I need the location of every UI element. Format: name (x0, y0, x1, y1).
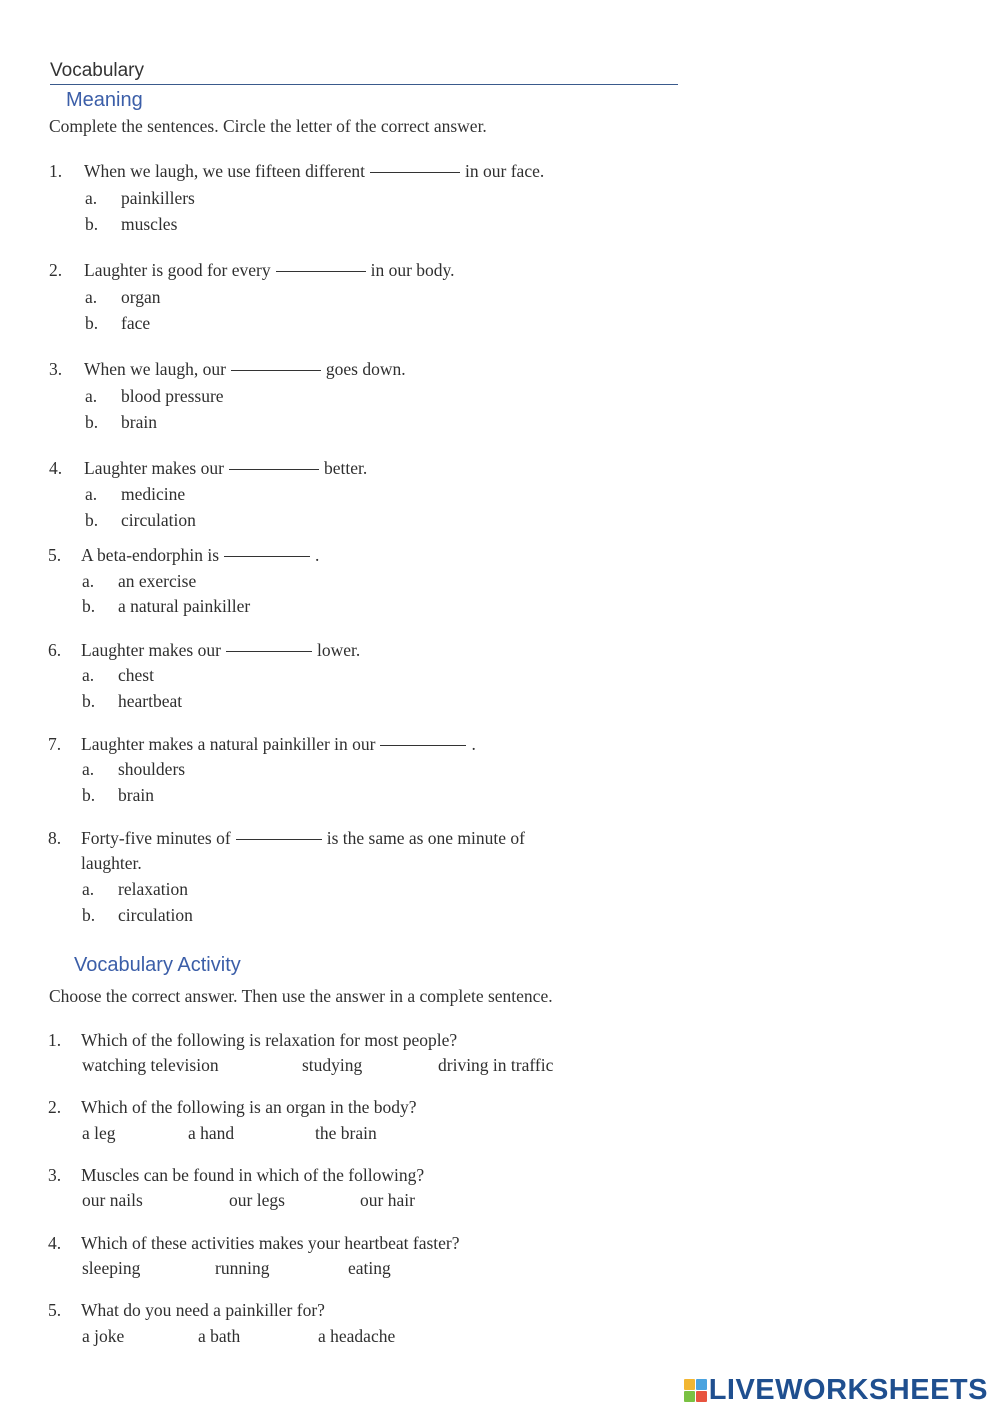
question-number: 2. (48, 1097, 62, 1117)
question-text-before: Forty-five minutes of (81, 828, 231, 848)
question-7 (48, 734, 476, 755)
question-text-before: Laughter makes a natural painkiller in our (81, 734, 376, 754)
answer-choice[interactable]: eating (348, 1258, 391, 1278)
answer-choice[interactable]: a bath (198, 1326, 241, 1346)
option-text: face (121, 313, 151, 333)
option-b[interactable] (85, 412, 157, 433)
option-letter: a. (82, 759, 95, 779)
option-text: painkillers (121, 188, 195, 208)
question-continuation: laughter. (81, 853, 142, 873)
question-text-before: Laughter makes our (81, 640, 221, 660)
option-b[interactable] (85, 214, 177, 235)
liveworksheets-logo (684, 1372, 988, 1408)
option-b[interactable] (85, 510, 196, 531)
option-a[interactable] (85, 287, 161, 308)
option-text: chest (118, 665, 154, 685)
option-letter: a. (85, 386, 98, 406)
question-number: 5. (48, 1300, 62, 1320)
answer-blank[interactable] (370, 171, 460, 173)
option-text: circulation (121, 510, 196, 530)
option-letter: b. (82, 596, 96, 616)
option-b[interactable] (82, 785, 154, 806)
question-text-before: Laughter is good for every (84, 260, 271, 280)
question-text-after: . (315, 545, 320, 565)
answer-blank[interactable] (231, 369, 321, 371)
option-letter: a. (82, 571, 95, 591)
answer-blank[interactable] (276, 270, 366, 272)
option-a[interactable] (82, 665, 154, 686)
option-a[interactable] (82, 759, 185, 780)
page-title: Vocabulary (50, 60, 145, 81)
answer-choice[interactable]: a hand (188, 1123, 235, 1143)
question-text: Which of the following is relaxation for most people? (81, 1030, 458, 1050)
answer-choice[interactable]: a leg (82, 1123, 116, 1143)
question-text-after: lower. (316, 640, 361, 660)
logo-grid-icon (684, 1379, 706, 1401)
answer-choice[interactable]: the brain (315, 1123, 377, 1143)
question-8 (48, 828, 525, 849)
answer-blank[interactable] (229, 468, 319, 470)
question-number: 1. (48, 1030, 62, 1050)
logo-text: LIVEWORKSHEETS (708, 1373, 988, 1406)
option-a[interactable] (82, 879, 188, 900)
activity-heading: Vocabulary Activity (74, 954, 241, 976)
question-1 (49, 161, 544, 182)
question-text-after: is the same as one minute of (326, 828, 525, 848)
option-b[interactable] (82, 905, 193, 926)
title-rule (50, 84, 678, 85)
meaning-instruction: Complete the sentences. Circle the letter of the correct answer. (49, 116, 487, 136)
activity-question-4 (48, 1233, 460, 1254)
question-number: 5. (48, 545, 62, 565)
answer-choice[interactable]: our nails (82, 1190, 143, 1210)
question-text-after: better. (323, 458, 368, 478)
meaning-heading: Meaning (66, 89, 143, 111)
activity-question-3 (48, 1165, 424, 1186)
option-letter: b. (85, 412, 99, 432)
question-text-before: When we laugh, our (84, 359, 226, 379)
question-4 (49, 458, 367, 479)
question-6 (48, 640, 360, 661)
answer-choice[interactable]: driving in traffic (438, 1055, 554, 1075)
question-number: 4. (48, 1233, 62, 1253)
option-letter: b. (82, 691, 96, 711)
question-text-after: in our body. (370, 260, 455, 280)
answer-blank[interactable] (226, 650, 312, 652)
answer-choice[interactable]: our legs (229, 1190, 285, 1210)
option-text: muscles (121, 214, 178, 234)
option-b[interactable] (85, 313, 150, 334)
option-a[interactable] (85, 484, 185, 505)
answer-blank[interactable] (236, 838, 322, 840)
option-letter: a. (82, 879, 95, 899)
question-text: Which of the following is an organ in the body? (81, 1097, 417, 1117)
option-text: a natural painkiller (118, 596, 251, 616)
option-a[interactable] (85, 188, 195, 209)
answer-choice[interactable]: a headache (318, 1326, 396, 1346)
option-text: heartbeat (118, 691, 183, 711)
question-number: 8. (48, 828, 62, 848)
option-text: medicine (121, 484, 186, 504)
question-number: 3. (48, 1165, 62, 1185)
option-a[interactable] (82, 571, 196, 592)
question-text: Which of these activities makes your heartbeat faster? (81, 1233, 460, 1253)
option-letter: b. (82, 905, 96, 925)
question-2 (49, 260, 455, 281)
option-text: organ (121, 287, 161, 307)
answer-choice[interactable]: studying (302, 1055, 363, 1075)
option-b[interactable] (82, 596, 250, 617)
option-letter: a. (85, 484, 98, 504)
answer-blank[interactable] (224, 555, 310, 557)
question-5 (48, 545, 319, 566)
answer-choice[interactable]: running (215, 1258, 270, 1278)
question-number: 3. (49, 359, 63, 379)
question-text-after: in our face. (465, 161, 545, 181)
option-a[interactable] (85, 386, 224, 407)
answer-blank[interactable] (380, 744, 466, 746)
option-text: brain (118, 785, 154, 805)
question-text-after: . (471, 734, 476, 754)
option-letter: a. (82, 665, 95, 685)
option-text: relaxation (118, 879, 188, 899)
question-text: Muscles can be found in which of the following? (81, 1165, 425, 1185)
question-text-before: Laughter makes our (84, 458, 224, 478)
option-letter: b. (85, 313, 99, 333)
question-text-before: When we laugh, we use fifteen different (84, 161, 366, 181)
answer-choice[interactable]: watching television (82, 1055, 219, 1075)
option-text: an exercise (118, 571, 197, 591)
question-number: 1. (49, 161, 63, 181)
option-text: blood pressure (121, 386, 224, 406)
activity-question-2 (48, 1097, 417, 1118)
activity-question-1 (48, 1030, 457, 1051)
option-letter: a. (85, 287, 98, 307)
activity-question-5 (48, 1300, 325, 1321)
question-text: What do you need a painkiller for? (81, 1300, 325, 1320)
activity-instruction: Choose the correct answer. Then use the answer in a complete sentence. (49, 986, 553, 1006)
option-b[interactable] (82, 691, 182, 712)
answer-choice[interactable]: our hair (360, 1190, 415, 1210)
answer-choice[interactable]: a joke (82, 1326, 125, 1346)
question-text-after: goes down. (325, 359, 406, 379)
question-3 (49, 359, 406, 380)
option-letter: b. (85, 214, 99, 234)
question-text-before: A beta-endorphin is (81, 545, 220, 565)
answer-choice[interactable]: sleeping (82, 1258, 141, 1278)
question-number: 6. (48, 640, 62, 660)
option-text: brain (121, 412, 157, 432)
option-letter: b. (85, 510, 99, 530)
question-number: 2. (49, 260, 63, 280)
question-number: 7. (48, 734, 62, 754)
option-text: circulation (118, 905, 193, 925)
option-letter: b. (82, 785, 96, 805)
option-text: shoulders (118, 759, 186, 779)
option-letter: a. (85, 188, 98, 208)
question-number: 4. (49, 458, 63, 478)
